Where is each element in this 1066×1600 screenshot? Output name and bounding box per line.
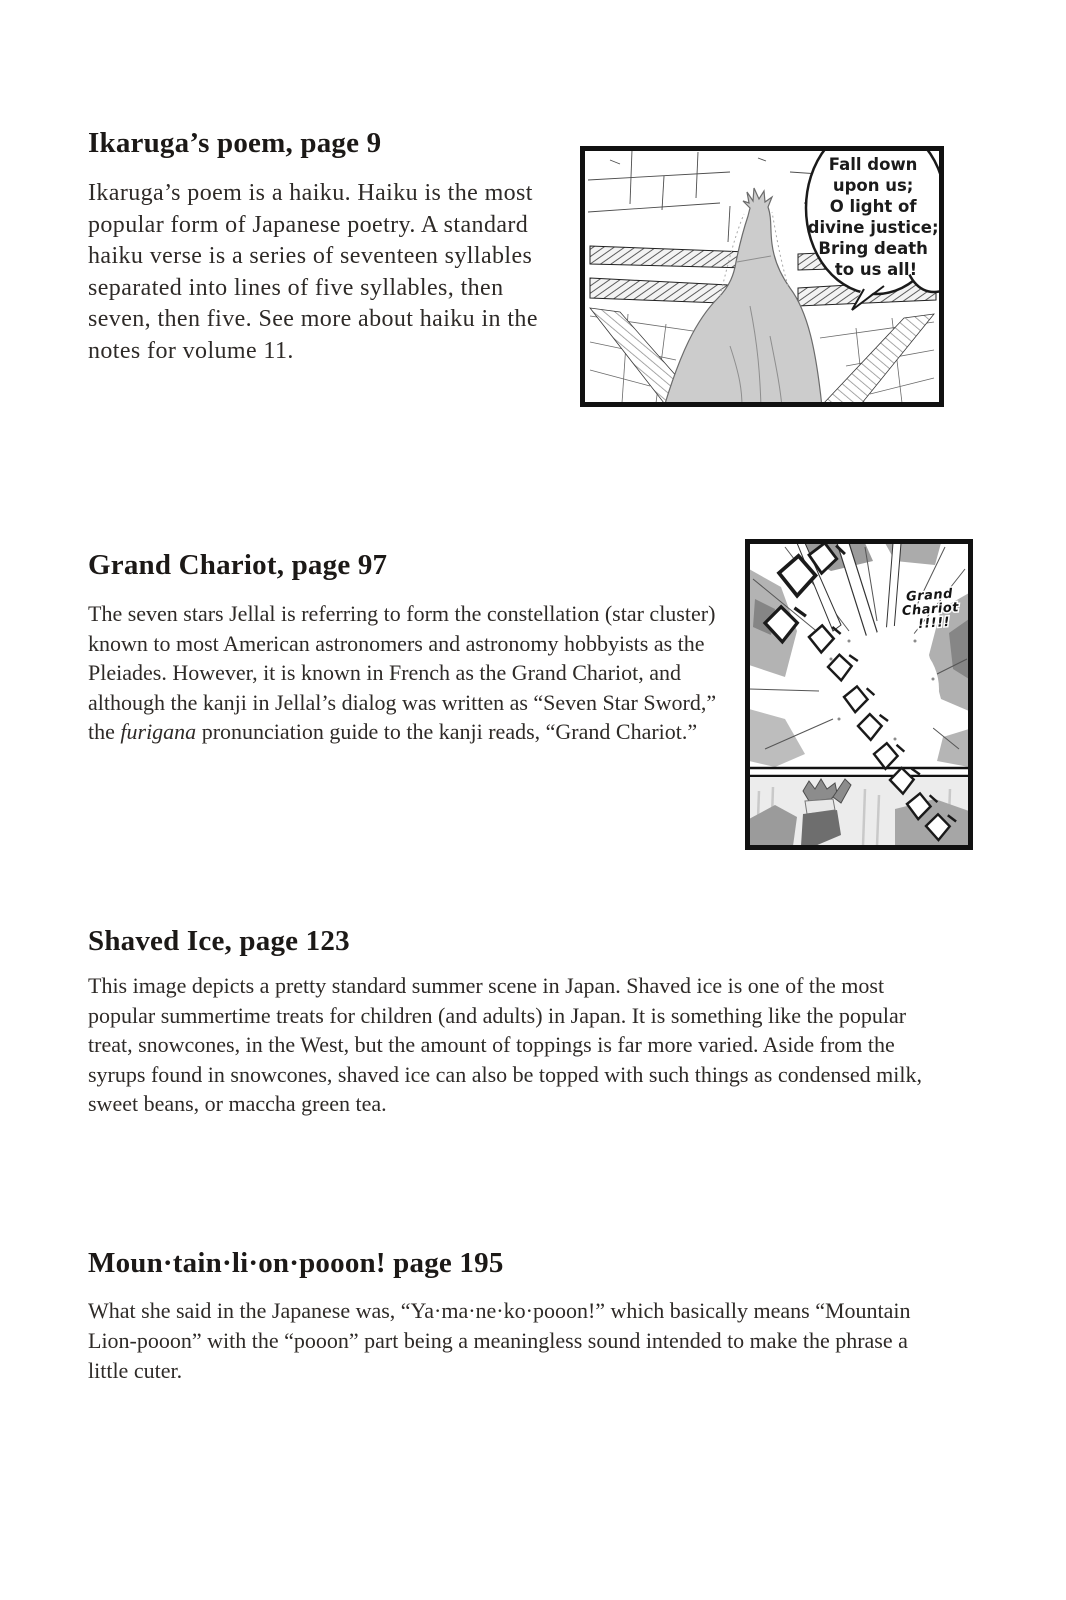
panel-divider	[749, 768, 969, 776]
sfx-text-grand-chariot: Grand Chariot !!!!!	[901, 586, 960, 633]
speech-bubble-text: Fall down upon us; O light of divine justice; Bring death to us all!	[807, 155, 939, 279]
body-text-run: pronunciation guide to the kanji reads, “Grand Chariot.”	[196, 719, 698, 744]
section-heading-shaved-ice: Shaved Ice, page 123	[88, 925, 350, 957]
section-heading-mountain-lion-pooon: Moun·tain·li·on·pooon! page 195	[88, 1247, 504, 1279]
body-italic-furigana: furigana	[120, 719, 197, 744]
manga-panel-grand-chariot	[745, 539, 973, 850]
body-text-run: The seven stars Jellal is referring to form the constellation (star cluster) known to most American astronomers and astronomy hobbyists as the Pleiades. However, it is known in French as the Grand Chariot, and although the kanji in Jellal’s dialog was written as “Seven Star Sword,” the	[88, 601, 717, 744]
section-body-shaved-ice: This image depicts a pretty standard summer scene in Japan. Shaved ice is one of the most popular summertime treats for children (and adults) in Japan. It is something like the popular treat, snowcones, in the West, but the amount of toppings is far more varied. Aside from the syrups found in snowcones, shaved ice can also be topped with such things as condensed milk, sweet beans, or maccha green tea.	[88, 973, 923, 1116]
section-body-grand-chariot	[88, 599, 733, 747]
section-body-mountain-lion-pooon: What she said in the Japanese was, “Ya·ma·ne·ko·pooon!” which basically means “Mountain Lion-pooon” with the “pooon” part being a meaningless sound intended to make the phrase a little cuter.	[88, 1298, 911, 1383]
section-body-ikaruga-poem: Ikaruga’s poem is a haiku. Haiku is the most popular form of Japanese poetry. A standard haiku verse is a series of seventeen syllables separated into lines of five syllables, then seven, then five. See more about haiku in the notes for volume 11.	[88, 180, 538, 364]
section-heading-ikaruga-poem: Ikaruga’s poem, page 9	[88, 127, 382, 159]
section-heading-grand-chariot: Grand Chariot, page 97	[88, 549, 388, 581]
manga-panel-ikaruga	[580, 146, 944, 407]
